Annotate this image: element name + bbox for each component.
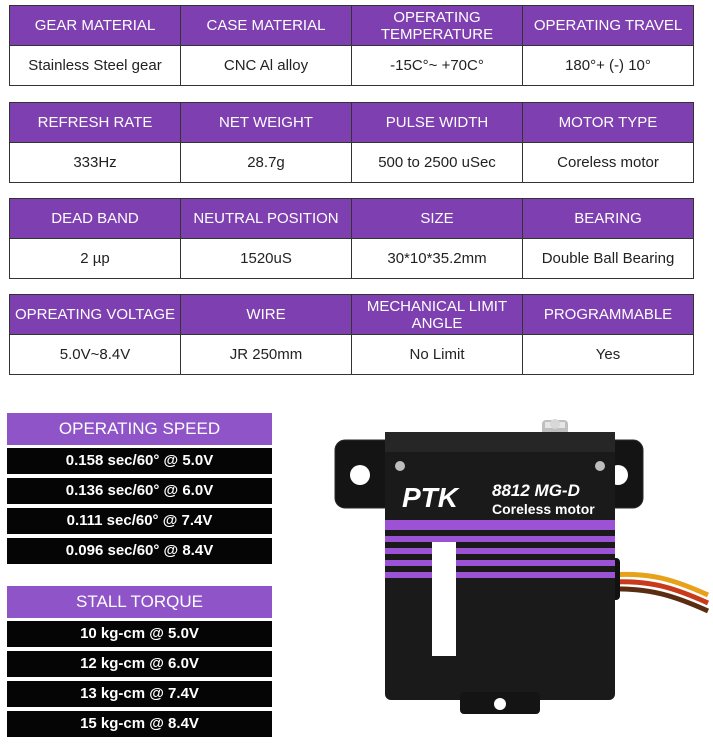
spec-header: OPERATING TEMPERATURE: [352, 6, 523, 46]
spec-header: DEAD BAND: [10, 199, 181, 239]
spec-value: JR 250mm: [181, 335, 352, 375]
spec-value: 1520uS: [181, 239, 352, 279]
spec-value: Stainless Steel gear: [10, 46, 181, 86]
spec-header: CASE MATERIAL: [181, 6, 352, 46]
spec-value: 5.0V~8.4V: [10, 335, 181, 375]
servo-stripe: [385, 520, 615, 530]
spec-header: NET WEIGHT: [181, 103, 352, 143]
spec-header: REFRESH RATE: [10, 103, 181, 143]
spec-value: 28.7g: [181, 143, 352, 183]
product-subtitle: Coreless motor: [492, 501, 595, 517]
spec-header: OPERATING TRAVEL: [523, 6, 694, 46]
operating-speed-panel: [7, 413, 272, 568]
spec-header: BEARING: [523, 199, 694, 239]
torque-row: 15 kg-cm @ 8.4V: [7, 711, 272, 737]
spec-header: WIRE: [181, 295, 352, 335]
spec-header: OPREATING VOLTAGE: [10, 295, 181, 335]
spec-table-1: [9, 5, 694, 86]
spec-header: PULSE WIDTH: [352, 103, 523, 143]
torque-row: 12 kg-cm @ 6.0V: [7, 651, 272, 677]
spec-header: SIZE: [352, 199, 523, 239]
spec-value: No Limit: [352, 335, 523, 375]
spec-value: 500 to 2500 uSec: [352, 143, 523, 183]
spec-table-3: [9, 198, 694, 279]
spec-value: Coreless motor: [523, 143, 694, 183]
torque-row: 13 kg-cm @ 7.4V: [7, 681, 272, 707]
product-model: 8812 MG-D: [492, 481, 580, 500]
torque-row: 10 kg-cm @ 5.0V: [7, 621, 272, 647]
speed-row: 0.111 sec/60° @ 7.4V: [7, 508, 272, 534]
spec-value: 2 µp: [10, 239, 181, 279]
spec-value: 333Hz: [10, 143, 181, 183]
spec-header: NEUTRAL POSITION: [181, 199, 352, 239]
spec-value: Yes: [523, 335, 694, 375]
spec-value: -15C°~ +70C°: [352, 46, 523, 86]
servo-wires: [602, 558, 708, 611]
spec-header: MOTOR TYPE: [523, 103, 694, 143]
speed-row: 0.136 sec/60° @ 6.0V: [7, 478, 272, 504]
spec-value: Double Ball Bearing: [523, 239, 694, 279]
spec-value: CNC Al alloy: [181, 46, 352, 86]
operating-speed-title: OPERATING SPEED: [7, 413, 272, 445]
stall-torque-panel: [7, 586, 272, 741]
spec-value: 30*10*35.2mm: [352, 239, 523, 279]
spec-header: PROGRAMMABLE: [523, 295, 694, 335]
speed-row: 0.096 sec/60° @ 8.4V: [7, 538, 272, 564]
mount-hole-left: [350, 465, 370, 485]
spec-value: 180°+ (-) 10°: [523, 46, 694, 86]
speed-row: 0.158 sec/60° @ 5.0V: [7, 448, 272, 474]
spec-header: MECHANICAL LIMIT ANGLE: [352, 295, 523, 335]
spec-table-4: [9, 294, 694, 375]
product-brand: PTK: [402, 482, 458, 513]
stall-torque-title: STALL TORQUE: [7, 586, 272, 618]
spec-header: GEAR MATERIAL: [10, 6, 181, 46]
spec-table-2: [9, 102, 694, 183]
servo-product-image: [330, 410, 710, 740]
